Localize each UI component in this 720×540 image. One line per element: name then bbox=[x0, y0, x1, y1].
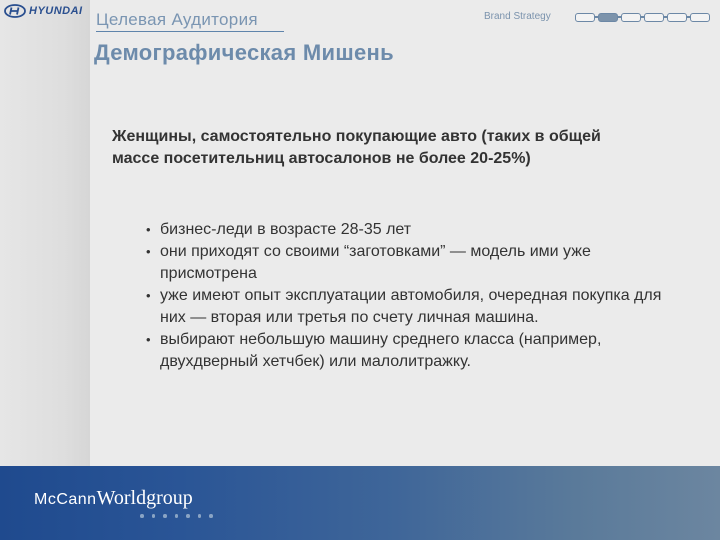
lead-paragraph: Женщины, самостоятельно покупающие авто (таких в общей массе посетительниц автосалонов не более 20-25%) bbox=[112, 128, 601, 167]
list-item: • выбирают небольшую машину среднего класса (например, двухдверный хетчбек) или малолитражку. bbox=[146, 329, 686, 373]
footer-dot bbox=[152, 514, 156, 518]
progress-step bbox=[575, 13, 595, 22]
progress-step bbox=[598, 13, 618, 22]
section-progress-indicator bbox=[575, 11, 710, 23]
progress-step bbox=[690, 13, 710, 22]
mccann-worldgroup-logo bbox=[34, 487, 193, 510]
footer-dot bbox=[163, 514, 167, 518]
hyundai-wordmark: HYUNDAI bbox=[29, 5, 83, 17]
progress-step bbox=[644, 13, 664, 22]
footer-dot bbox=[175, 514, 179, 518]
footer-dots bbox=[140, 514, 213, 518]
hyundai-emblem-icon bbox=[4, 4, 26, 18]
brand-strategy-label: Brand Strategy bbox=[484, 11, 551, 22]
footer-dot bbox=[186, 514, 190, 518]
left-strip bbox=[0, 0, 90, 466]
mccann-wordmark: McCann bbox=[34, 491, 97, 508]
worldgroup-wordmark: Worldgroup bbox=[96, 487, 193, 509]
section-title: Целевая Аудитория bbox=[96, 10, 284, 32]
list-item: • бизнес-леди в возрасте 28-35 лет bbox=[146, 219, 686, 241]
footer-dot bbox=[198, 514, 202, 518]
list-item: • они приходят со своими “заготовками” — модель ими уже присмотрена bbox=[146, 241, 686, 285]
list-item: • уже имеют опыт эксплуатации автомобиля, очередная покупка для них — вторая или третья по счету личная машина. bbox=[146, 285, 686, 329]
page-title: Демографическая Мишень bbox=[94, 40, 394, 65]
hyundai-logo bbox=[4, 3, 88, 19]
footer-dot bbox=[140, 514, 144, 518]
footer-dot bbox=[209, 514, 213, 518]
bullet-list bbox=[146, 219, 686, 373]
progress-step bbox=[621, 13, 641, 22]
progress-step bbox=[667, 13, 687, 22]
